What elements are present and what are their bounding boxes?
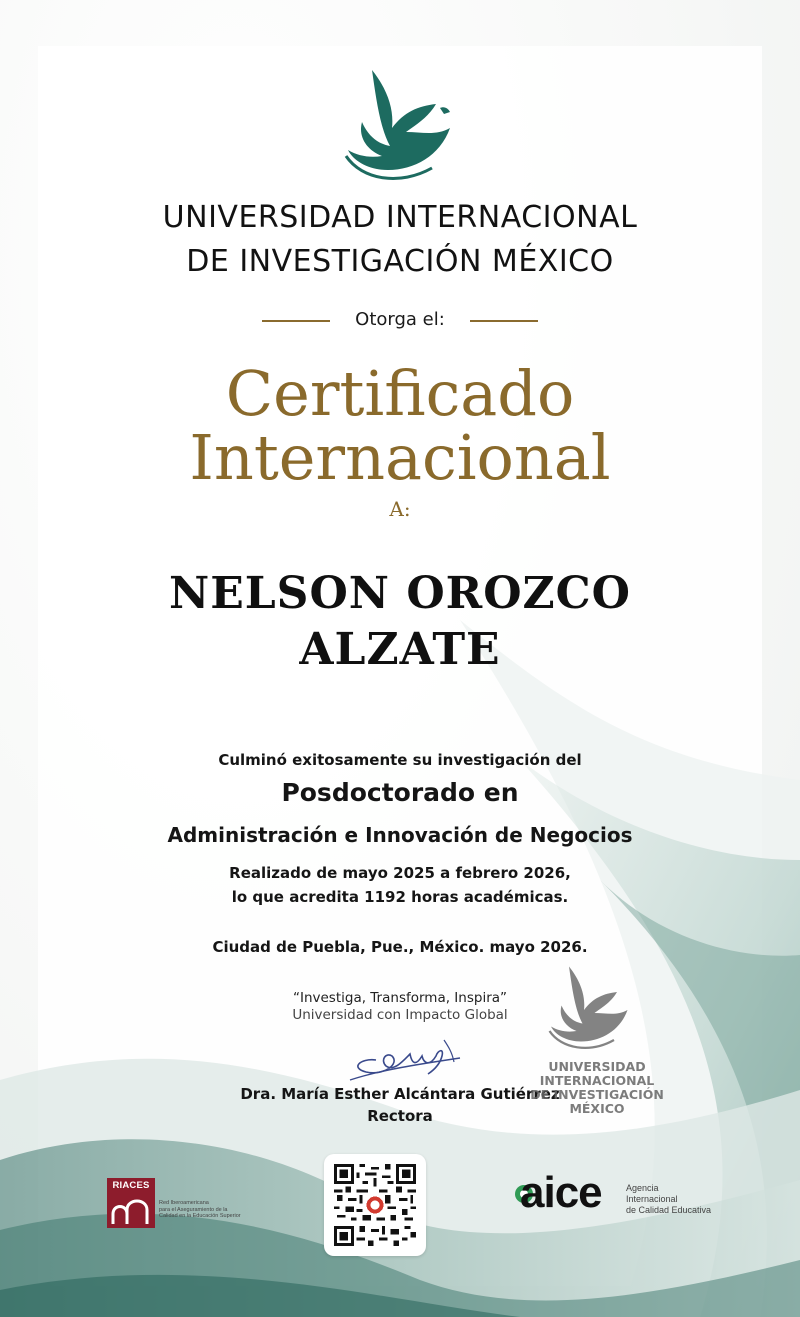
study-period: [0, 861, 800, 909]
aice-desc-line1: Agencia: [626, 1183, 659, 1193]
recipient-name-line1: NELSON OROZCO: [168, 568, 632, 619]
certificate-title-line1: Certificado: [225, 357, 575, 430]
bird-logo-icon: [340, 66, 460, 190]
seal-line4: MÉXICO: [569, 1101, 625, 1116]
university-name-line1: UNIVERSIDAD INTERNACIONAL: [162, 200, 638, 235]
motto-tagline: Universidad con Impacto Global: [292, 1007, 508, 1023]
body-intro: Culminó exitosamente su investigación del: [218, 751, 582, 769]
recipient-name: [0, 566, 800, 678]
seal-line3: DE INVESTIGACIÓN: [530, 1087, 664, 1102]
aice-desc-line2: Internacional: [626, 1194, 678, 1204]
riaces-desc-line2: para el Aseguramiento de la: [159, 1206, 228, 1213]
program-field: Administración e Innovación de Negocios: [167, 823, 633, 847]
seal-bird-icon: [545, 962, 635, 1058]
riaces-desc-line3: Calidad en la Educación Superior: [159, 1213, 241, 1219]
riaces-desc-line1: Red Iberoamericana: [159, 1200, 209, 1206]
signatory-name: Dra. María Esther Alcántara Gutiérrez: [240, 1085, 560, 1103]
university-name-line2: DE INVESTIGACIÓN MÉXICO: [186, 244, 614, 279]
certificate-title-line2: Internacional: [189, 421, 611, 494]
riaces-description: [159, 1200, 269, 1220]
hours-text: lo que acredita 1192 horas académicas.: [231, 888, 569, 906]
university-seal: [522, 1060, 672, 1116]
signature-icon: [340, 1030, 470, 1090]
qr-code-icon[interactable]: [334, 1164, 416, 1246]
university-name: [0, 196, 800, 284]
aice-desc-line3: de Calidad Educativa: [626, 1205, 712, 1215]
grant-rule-left: [262, 320, 330, 322]
recipient-name-line2: ALZATE: [299, 624, 501, 675]
aice-name: aice: [520, 1168, 602, 1217]
certificate-title: [0, 357, 800, 494]
aice-description: [626, 1183, 711, 1216]
grant-rule-right: [470, 320, 538, 322]
riaces-arcs-icon: [111, 1194, 151, 1226]
grant-label: Otorga el:: [355, 309, 445, 330]
seal-line1: UNIVERSIDAD: [548, 1059, 646, 1074]
motto-quote: “Investiga, Transforma, Inspira”: [292, 990, 508, 1006]
program-name: Posdoctorado en: [281, 778, 519, 807]
signatory-title: Rectora: [367, 1107, 433, 1125]
riaces-logo-icon: [107, 1178, 155, 1228]
period-text: Realizado de mayo 2025 a febrero 2026,: [229, 864, 571, 882]
place-date: Ciudad de Puebla, Pue., México. mayo 2026.: [212, 938, 588, 956]
seal-line2: INTERNACIONAL: [539, 1073, 655, 1088]
to-label: A:: [389, 497, 411, 521]
riaces-name: RIACES: [112, 1180, 150, 1191]
qr-code-box[interactable]: [324, 1154, 426, 1256]
